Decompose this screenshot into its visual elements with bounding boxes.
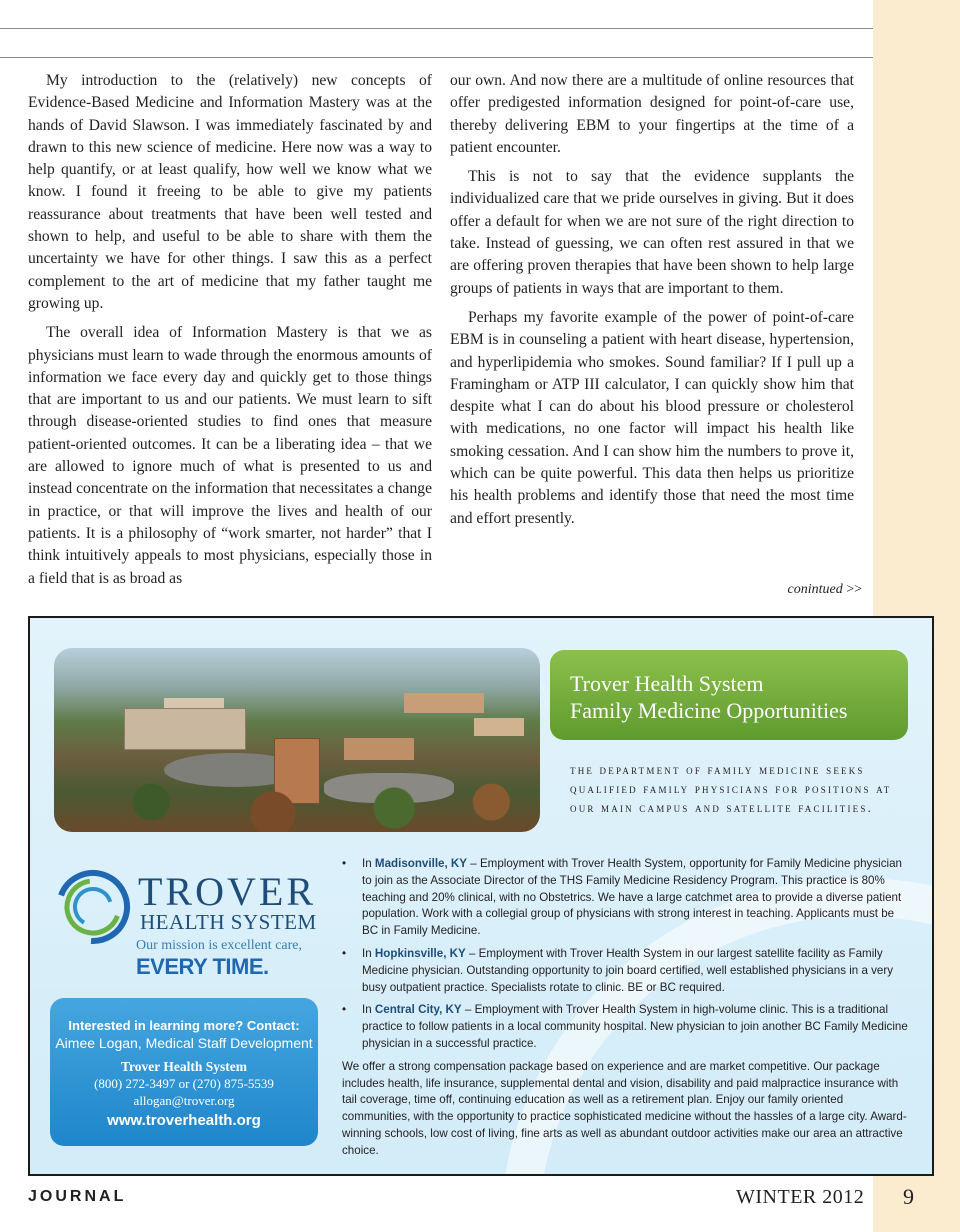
contact-email[interactable]: allogan@trover.org (133, 1093, 235, 1108)
job-text: – Employment with Trover Health System in our largest satellite facility as Family Medicine physician. Outstanding opportunity to join board certified, well established physicians in a very busy outpatient practice. Specialists rotate to clinic. BE or BC required. (362, 946, 894, 994)
contact-heading: Interested in learning more? Contact: (68, 1018, 300, 1033)
page-number: 9 (903, 1184, 914, 1209)
article-paragraph: The overall idea of Information Mastery is that we as physicians must learn to wade through the enormous amounts of information we face every day and quickly get to those things that are important to us and our patients. We must learn to sift through disease-oriented studies to find ones that measure patient-oriented outcomes. It can be a liberating idea – that we are allowed to ignore much of what is presented to us and instead concentrate on the information that necessitates a change in practice, or that will improve the lives and health of our patients. It is a philosophy of “work smarter, not harder” that I think intuitively appeals to most physicians, especially those in a field that is as broad as (28, 324, 432, 587)
job-city: Central City, KY (374, 1003, 462, 1017)
article-paragraph: Perhaps my favorite example of the power of point-of-care EBM is in counseling a patient with heart disease, hypertension, and hyperlipidemia who smokes. Sound familiar? If I pull up a Framingham or ATP III calculator, I can quickly show him that despite what I can do about his blood pressure or cholesterol with medications, no one factor will impact his health like smoking cessation. And I can show him the numbers to prove it, which can be quite powerful. This data then helps us prioritize his health problems and identify those that need the most time and effort presently. (450, 308, 854, 527)
bullet-icon: • (342, 1003, 347, 1017)
ad-headline-box (550, 650, 908, 740)
logo-swirl-icon (52, 866, 134, 948)
job-text: – Employment with Trover Health System, opportunity for Family Medicine physician to join as the Associate Director of the THS Family Medicine Residency Program. This practice is 80% teaching and 20% clinical, with no Obstetrics. We have a large catchmet area to provide a diverse patient population. Work with a collegial group of physicians with strong interest in teaching. Applicants must be BC in Family Medicine. (362, 857, 902, 938)
continued-link[interactable] (787, 582, 862, 598)
ad-headline-line1: Trover Health System (570, 671, 764, 696)
campus-aerial-photo (54, 648, 540, 832)
job-city: Hopkinsville, KY (374, 946, 466, 960)
contact-box (50, 998, 318, 1146)
logo-name: TROVER (138, 869, 316, 914)
continued-label: conintued (787, 582, 843, 597)
article-column-left (28, 70, 432, 597)
bullet-icon: • (342, 857, 347, 870)
trover-logo (52, 866, 342, 986)
job-prefix: In (362, 857, 372, 870)
department-statement: the department of family medicine seeks qualified family physicians for positions at our main campus and satellite facilities. (570, 762, 892, 815)
top-rule (0, 28, 873, 29)
ad-headline-line2: Family Medicine Opportunities (570, 698, 848, 723)
footer-issue: WINTER 2012 (736, 1186, 865, 1208)
article-column-right (450, 70, 854, 537)
job-city: Madisonville, KY (374, 857, 468, 870)
job-prefix: In (362, 1003, 372, 1017)
recruitment-advertisement (28, 616, 934, 1176)
logo-subname: HEALTH SYSTEM (140, 910, 317, 934)
bullet-icon: • (342, 946, 347, 960)
job-prefix: In (362, 946, 372, 960)
job-text: – Employment with Trover Health System in high-volume clinic. This is a traditional practice to follow patients in a local community hospital. New physician to join another BC Family Medicine physician in a successful practice. (362, 1003, 908, 1050)
footer-journal-title: JOURNAL (28, 1188, 127, 1205)
article-paragraph: My introduction to the (relatively) new concepts of Evidence-Based Medicine and Information Mastery was at the hands of David Slawson. I was immediately fascinated by and drawn to this new science of medicine. Here now was a way to help quantify, or at least qualify, how well we know what we know. I found it freeing to be able to give my patients reassurance about treatments that have been well tested and shown to help, and useful to be able to share with them the uncertainty we have for other things. I saw this as a perfect complement to the art of medicine that my father taught me growing up. (28, 72, 432, 312)
contact-phone[interactable]: (800) 272-3497 or (270) 875-5539 (94, 1076, 274, 1091)
job-item (342, 946, 908, 996)
logo-mission: Our mission is excellent care, (136, 938, 303, 953)
article-paragraph: This is not to say that the evidence supplants the individualized care that we pride ourselves in giving. But it does offer a default for when we are not sure of the right direction to take. Instead of guessing, we can often rest assured in that we are offering proven therapies that have been shown to help large groups of patients in ways that are important to them. (450, 168, 854, 297)
top-rule-secondary (0, 57, 873, 58)
job-item (342, 856, 908, 940)
contact-person: Aimee Logan, Medical Staff Development (55, 1035, 313, 1051)
contact-website[interactable]: www.troverhealth.org (107, 1112, 261, 1129)
continued-arrows: >> (846, 582, 862, 597)
contact-org: Trover Health System (121, 1059, 247, 1074)
logo-tagline: EVERY TIME. (136, 954, 269, 979)
article-paragraph: our own. And now there are a multitude of online resources that offer predigested information designed for point-of-care use, thereby delivering EBM to your fingertips at the time of a patient encounter. (450, 72, 854, 156)
benefits-summary: We offer a strong compensation package based on experience and are market competitive. Our package includes health, life insurance, supplemental dental and vision, disability and paid malpractice insurance with tail coverage, time off, continuing education as well as a retirement plan. Enjoy our family oriented communities, with the opportunity to practice sophisticated medicine without the hassles of a large city. Award-winning schools, low cost of living, fine arts as well as abundant outdoor activities make our area an attractive choice. (342, 1059, 907, 1157)
job-listings (342, 856, 908, 1160)
job-item (342, 1002, 908, 1052)
